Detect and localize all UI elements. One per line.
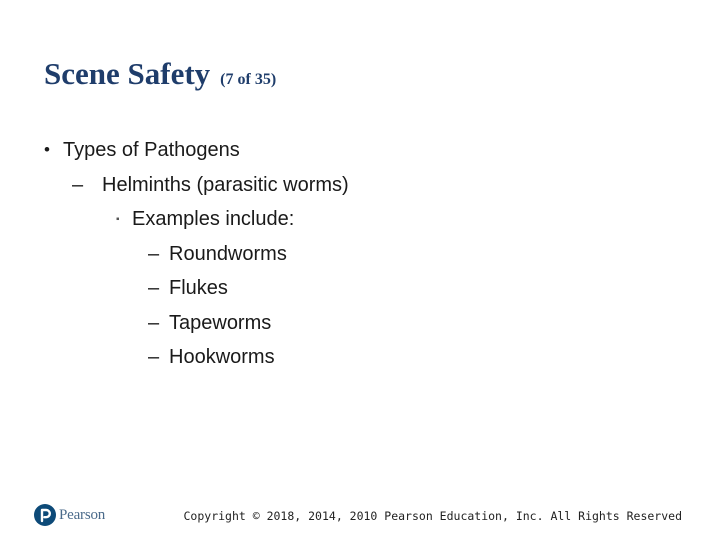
title-page-count: (7 of 35) [220,71,277,88]
pearson-logo [34,504,105,526]
bullet-text: Types of Pathogens [63,139,240,161]
bullet-item [44,239,684,274]
bullet-marker: – [148,346,160,368]
bullet-text: Helminths (parasitic worms) [102,173,349,196]
bullet-text: Flukes [169,277,228,299]
title-main: Scene Safety [44,56,211,91]
bullet-text: Examples include: [132,208,295,230]
copyright-notice: Copyright © 2018, 2014, 2010 Pearson Education, Inc. All Rights Reserved [183,509,682,523]
bullet-marker: • [44,140,50,159]
logo-wordmark: Pearson [59,506,106,523]
bullet-text: Tapeworms [169,311,272,334]
bullet-list [44,135,684,377]
slide-footer [0,500,720,536]
bullet-item [44,204,684,239]
slide-title [44,56,276,92]
bullet-marker: – [148,311,160,334]
bullet-item [44,170,684,205]
bullet-item [44,135,684,170]
bullet-text: Hookworms [169,346,275,368]
bullet-item [44,273,684,308]
bullet-marker: ▪ [116,214,120,225]
bullet-item [44,308,684,343]
bullet-marker: – [148,242,160,265]
bullet-marker: – [72,173,84,196]
bullet-item [44,342,684,377]
pearson-logo-icon [34,504,56,526]
bullet-marker: – [148,277,160,299]
bullet-text: Roundworms [169,242,287,265]
